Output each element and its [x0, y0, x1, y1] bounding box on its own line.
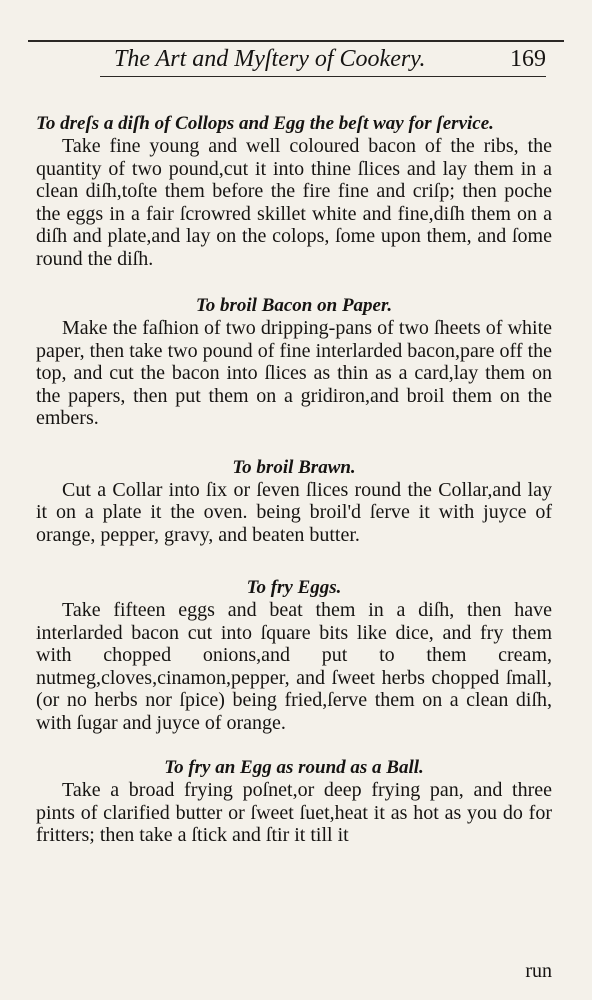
recipe-fry-eggs — [36, 576, 552, 734]
page-content — [36, 112, 552, 847]
running-title: The Art and Myſtery of Cookery. — [114, 46, 426, 72]
page-number: 169 — [510, 46, 546, 72]
recipe-text: Cut a Collar into ſix or ſeven ſlices round the Collar,and lay it on a plate it the oven. being broil'd ſerve it with juyce of orange, pepper, gravy, and beaten butter. — [36, 478, 552, 546]
recipe-title: To broil Bacon on Paper. — [195, 295, 393, 316]
recipe-title: To fry Eggs. — [246, 577, 342, 598]
recipe-text: Take fine young and well coloured bacon of the ribs, the quantity of two pound,cut it into thine ſlices and lay them in a clean diſh,toſte them before the fire fine and criſp; then poche the eggs in a fair ſcrowred skillet white and fine,diſh them on a diſh and plate,and lay on the colops, ſome upon them, and ſome round the diſh. — [36, 135, 552, 270]
recipe-fry-egg-ball — [36, 756, 552, 847]
recipe-broil-brawn — [36, 456, 552, 547]
page-header — [100, 44, 546, 76]
recipe-title: To broil Brawn. — [232, 456, 356, 478]
top-rule — [28, 40, 564, 42]
recipe-title: To dreſs a diſh of Collops and Egg the beſt way for ſervice. — [36, 113, 494, 134]
recipe-text: Make the faſhion of two dripping-pans of two ſheets of white paper, then take two pound of fine interlarded bacon,pare off the top, and cut the bacon into ſlices as thin as a card,lay them on the papers, then put them on a gridiron,and broil them on the embers. — [36, 317, 552, 429]
recipe-broil-bacon — [36, 294, 552, 430]
recipe-text: Take fifteen eggs and beat them in a diſh, then have interlarded bacon cut into ſquare bits like dice, and fry them with chopped onions,and put to them cream, nutmeg,cloves,cinamon,pepper, and ſweet herbs chopped ſmall,(or no herbs nor ſpice) being fried,ſerve them on a clean diſh, with ſugar and juyce of orange. — [36, 599, 552, 734]
header-rule — [100, 76, 546, 77]
recipe-text: Take a broad frying poſnet,or deep frying pan, and three pints of clarified butter or ſweet ſuet,heat it as hot as you do for fritters; then take a ſtick and ſtir it till it — [36, 779, 552, 846]
catchword: run — [525, 960, 552, 982]
recipe-collops-and-egg — [36, 112, 552, 270]
recipe-title: To fry an Egg as round as a Ball. — [164, 757, 424, 778]
